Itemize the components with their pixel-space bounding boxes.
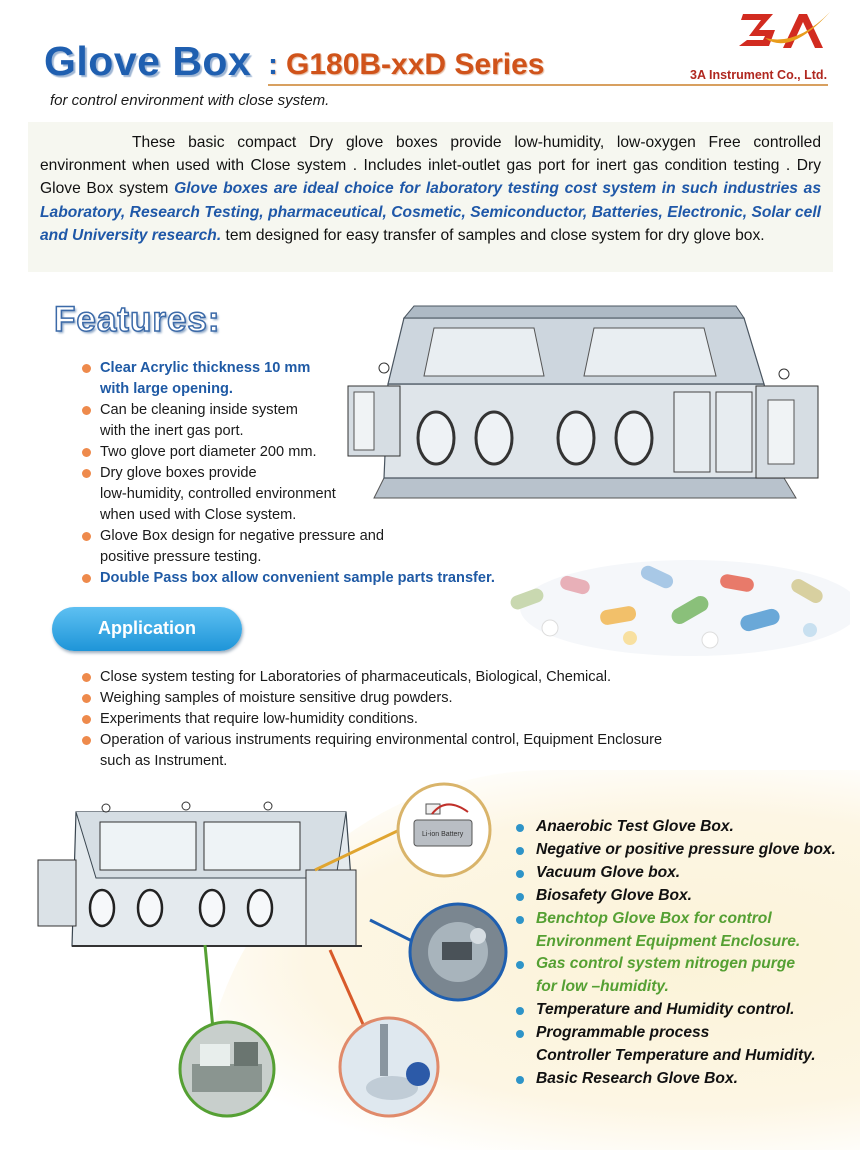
feature-line: Double Pass box allow convenient sample parts transfer. <box>100 570 495 586</box>
feature-item <box>82 400 522 442</box>
feature-item <box>82 463 522 526</box>
page-title: Glove Box <box>44 38 252 84</box>
lab-room-photo <box>178 1020 276 1118</box>
application-item <box>82 730 782 772</box>
feature-line: when used with Close system. <box>100 507 297 523</box>
application-item: Experiments that require low-humidity conditions. <box>82 709 782 730</box>
model-item: Temperature and Humidity control. <box>516 999 856 1022</box>
intro-text-part2: tem designed for easy transfer of samples and close system for dry glove box. <box>221 226 765 244</box>
feature-line: with large opening. <box>100 381 233 397</box>
model-line: Environment Equipment Enclosure. <box>536 932 801 950</box>
model-item: Basic Research Glove Box. <box>516 1068 856 1091</box>
feature-item <box>82 526 522 568</box>
features-heading: Features: <box>54 300 221 339</box>
model-line: Controller Temperature and Humidity. <box>536 1047 816 1065</box>
model-line: Programmable process <box>536 1024 710 1042</box>
battery-label: Li-ion Battery <box>422 831 464 838</box>
model-item <box>516 1022 856 1068</box>
series-name: G180B-xxD Series <box>286 48 545 81</box>
model-item: Anaerobic Test Glove Box. <box>516 816 856 839</box>
page-subtitle: for control environment with close system. <box>50 92 330 109</box>
model-line: for low –humidity. <box>536 978 669 996</box>
company-name: 3A Instrument Co., Ltd. <box>690 68 828 82</box>
features-list <box>82 358 522 589</box>
feature-item <box>82 568 522 589</box>
pills-image <box>490 548 850 658</box>
battery-photo <box>396 782 492 878</box>
model-item: Biosafety Glove Box. <box>516 885 856 908</box>
intro-paragraph <box>40 131 821 247</box>
models-list <box>516 816 856 1091</box>
feature-line: Clear Acrylic thickness 10 mm <box>100 360 311 376</box>
application-item: Weighing samples of moisture sensitive drug powders. <box>82 688 782 709</box>
series-title <box>268 48 545 82</box>
application-line: such as Instrument. <box>100 753 228 769</box>
feature-line: Can be cleaning inside system <box>100 402 298 418</box>
feature-line: with the inert gas port. <box>100 423 244 439</box>
model-item: Negative or positive pressure glove box. <box>516 839 856 862</box>
intro-text-part1: These basic compact Dry glove boxes provide low-humidity, low-oxygen Free controlled environment when used with Close system . Includes inlet-outlet gas port for inert gas condition testing . Dry Glove Box system <box>40 134 821 198</box>
intro-highlight: Glove boxes are ideal choice for laboratory testing cost system in such industries as Laboratory, Research Testing, pharmaceutical, Cosmetic, Semiconductor, Batteries, Electronic, Solar cell and University research. <box>40 180 821 244</box>
lab-equipment-photo <box>408 902 508 1002</box>
feature-line: Dry glove boxes provide <box>100 465 257 481</box>
feature-line: low-humidity, controlled environment <box>100 486 336 502</box>
application-heading: Application <box>98 618 196 638</box>
application-list <box>82 667 782 772</box>
application-line: Operation of various instruments requiring environmental control, Equipment Enclosure <box>100 732 663 748</box>
model-item: Vacuum Glove box. <box>516 862 856 885</box>
model-line: Gas control system nitrogen purge <box>536 955 796 973</box>
model-item <box>516 953 856 999</box>
model-line: Benchtop Glove Box for control <box>536 909 772 927</box>
feature-item <box>82 442 522 463</box>
feature-item <box>82 358 522 400</box>
feature-line: Glove Box design for negative pressure and <box>100 528 384 544</box>
title-colon: : <box>268 48 278 81</box>
application-item: Close system testing for Laboratories of pharmaceuticals, Biological, Chemical. <box>82 667 782 688</box>
feature-line: positive pressure testing. <box>100 549 262 565</box>
feature-line: Two glove port diameter 200 mm. <box>100 444 317 460</box>
pipette-photo <box>338 1016 440 1118</box>
header-divider <box>268 84 828 86</box>
company-logo <box>735 8 835 68</box>
model-item <box>516 908 856 954</box>
